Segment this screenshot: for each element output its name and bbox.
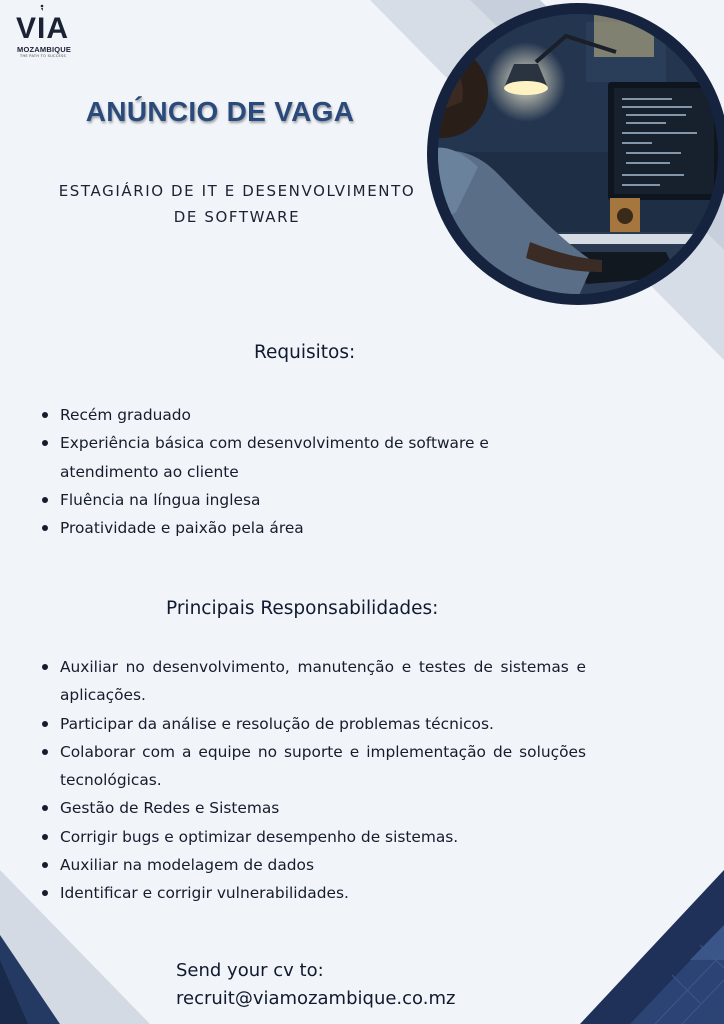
requirements-heading: Requisitos: bbox=[254, 342, 356, 363]
job-subtitle bbox=[44, 178, 430, 230]
responsibility-item: Identificar e corrigir vulnerabilidades. bbox=[40, 879, 586, 907]
responsibility-item: Corrigir bugs e optimizar desempenho de sistemas. bbox=[40, 823, 586, 851]
developer-photo bbox=[426, 2, 724, 306]
requirement-item: Recém graduado bbox=[40, 401, 510, 429]
requirement-item: Proatividade e paixão pela área bbox=[40, 514, 510, 542]
company-logo bbox=[8, 8, 72, 58]
requirements-list bbox=[40, 401, 510, 542]
job-subtitle-line-2: DE SOFTWARE bbox=[173, 208, 301, 226]
responsibility-item: Gestão de Redes e Sistemas bbox=[40, 794, 586, 822]
logo-subtitle: MOZAMBIQUE bbox=[17, 45, 72, 54]
logo-tagline: THE PATH TO SUCCESS bbox=[20, 54, 67, 58]
contact-block bbox=[176, 957, 455, 1013]
requirement-item: Experiência básica com desenvolvimento de software e atendimento ao cliente bbox=[40, 429, 510, 486]
responsibilities-list bbox=[40, 653, 586, 908]
logo-name: VIA bbox=[16, 12, 70, 45]
contact-label: Send your cv to: bbox=[176, 960, 324, 981]
responsibility-item: Participar da análise e resolução de problemas técnicos. bbox=[40, 710, 586, 738]
job-subtitle-line-1: ESTAGIÁRIO DE IT E DESENVOLVIMENTO bbox=[58, 182, 416, 200]
requirement-item: Fluência na língua inglesa bbox=[40, 486, 510, 514]
responsibility-item: Auxiliar na modelagem de dados bbox=[40, 851, 586, 879]
logo-figure-icon bbox=[8, 2, 68, 12]
responsibilities-heading: Principais Responsabilidades: bbox=[166, 598, 439, 619]
contact-email[interactable]: recruit@viamozambique.co.mz bbox=[176, 988, 456, 1009]
responsibility-item: Auxiliar no desenvolvimento, manutenção e testes de sistemas e aplicações. bbox=[40, 653, 586, 710]
responsibility-item: Colaborar com a equipe no suporte e implementação de soluções tecnológicas. bbox=[40, 738, 586, 795]
page-title: ANÚNCIO DE VAGA bbox=[85, 96, 355, 127]
